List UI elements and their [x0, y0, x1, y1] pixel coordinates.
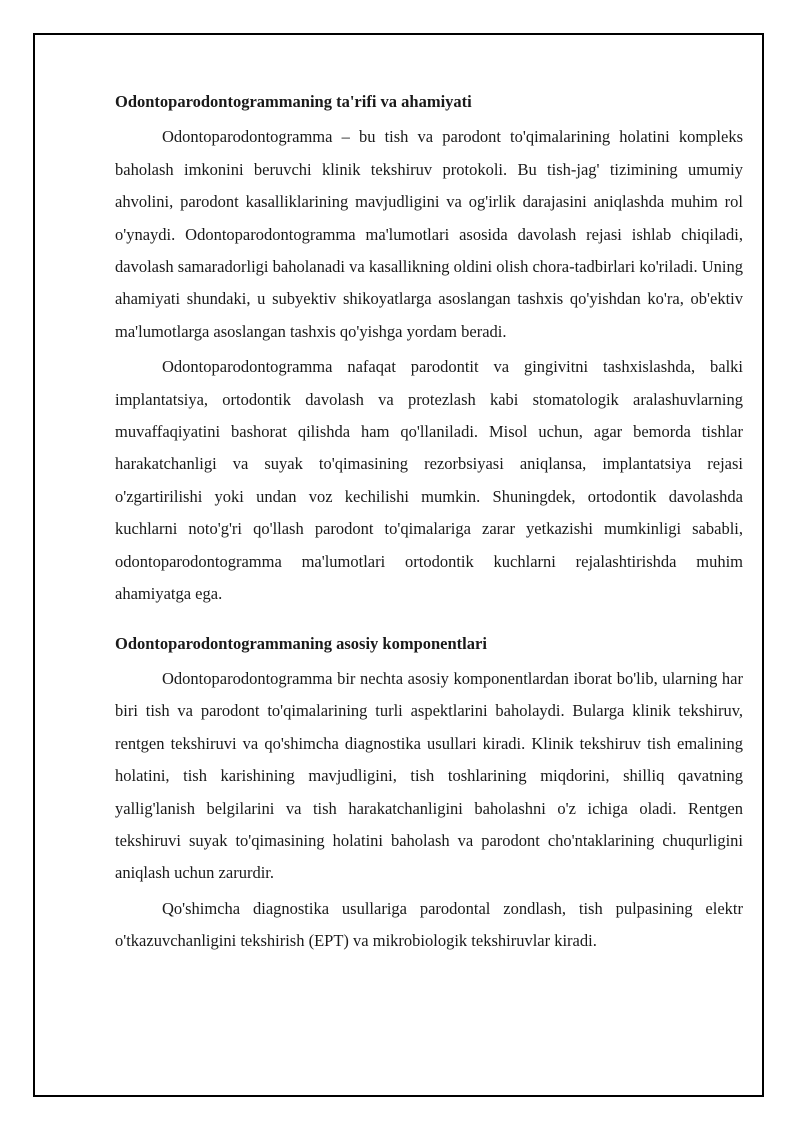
section-heading: Odontoparodontogrammaning ta'rifi va ahamiyati [115, 92, 472, 111]
paragraph: Qo'shimcha diagnostika usullariga parodontal zondlash, tish pulpasining elektr o'tkazuvchanligini tekshirish (EPT) va mikrobiologik tekshiruvlar kiradi. [115, 898, 743, 951]
paragraph: Odontoparodontogramma – bu tish va parodont to'qimalarining holatini kompleks baholash imkonini beruvchi klinik tekshiruv protokoli. Bu tish-jag' tizimining umumiy ahvolini, parodont kasalliklarining mavjudligini va og'irlik darajasini aniqlashda muhim rol o'ynaydi. Odontoparodontogramma ma'lumotlari asosida davolash rejasi ishlab chiqiladi, davolash samaradorligi baholanadi va kasallikning oldini olish chora-tadbirlari ko'riladi. Uning ahamiyati shundaki, u subyektiv shikoyatlarga asoslangan tashxis qo'yishdan ko'ra, ob'ektiv ma'lumotlarga asoslangan tashxis qo'yishga yordam beradi. [115, 127, 743, 341]
document-body [115, 86, 743, 961]
paragraph: Odontoparodontogramma nafaqat parodontit va gingivitni tashxislashda, balki implantatsiya, ortodontik davolash va protezlash kabi stomatologik aralashuvlarning muvaffaqiyatini bashorat qilishda ham qo'llaniladi. Misol uchun, agar bemorda tishlar harakatchanligi va suyak to'qimasining rezorbsiyasi aniqlansa, implantatsiya rejasi o'zgartirilishi yoki undan voz kechilishi mumkin. Shuningdek, ortodontik davolashda kuchlarni noto'g'ri qo'llash parodont to'qimalariga zarar yetkazishi mumkinligi sababli, odontoparodontogramma ma'lumotlari ortodontik kuchlarni rejalashtirishda muhim ahamiyatga ega. [115, 357, 743, 604]
section-heading: Odontoparodontogrammaning asosiy komponentlari [115, 633, 487, 653]
paragraph: Odontoparodontogramma bir nechta asosiy komponentlardan iborat bo'lib, ularning har biri tish va parodont to'qimalarining turli aspektlarini baholaydi. Bularga klinik tekshiruv, rentgen tekshiruvi va qo'shimcha diagnostika usullari kiradi. Klinik tekshiruv tish emalining holatini, tish karishining mavjudligini, tish toshlarining miqdorini, shilliq qavatning yallig'lanish belgilarini va tish harakatchanligini baholashni o'z ichiga oladi. Rentgen tekshiruvi suyak to'qimasining holatini baholash va parodont cho'ntaklarining chuqurligini aniqlash uchun zarurdir. [115, 668, 743, 883]
